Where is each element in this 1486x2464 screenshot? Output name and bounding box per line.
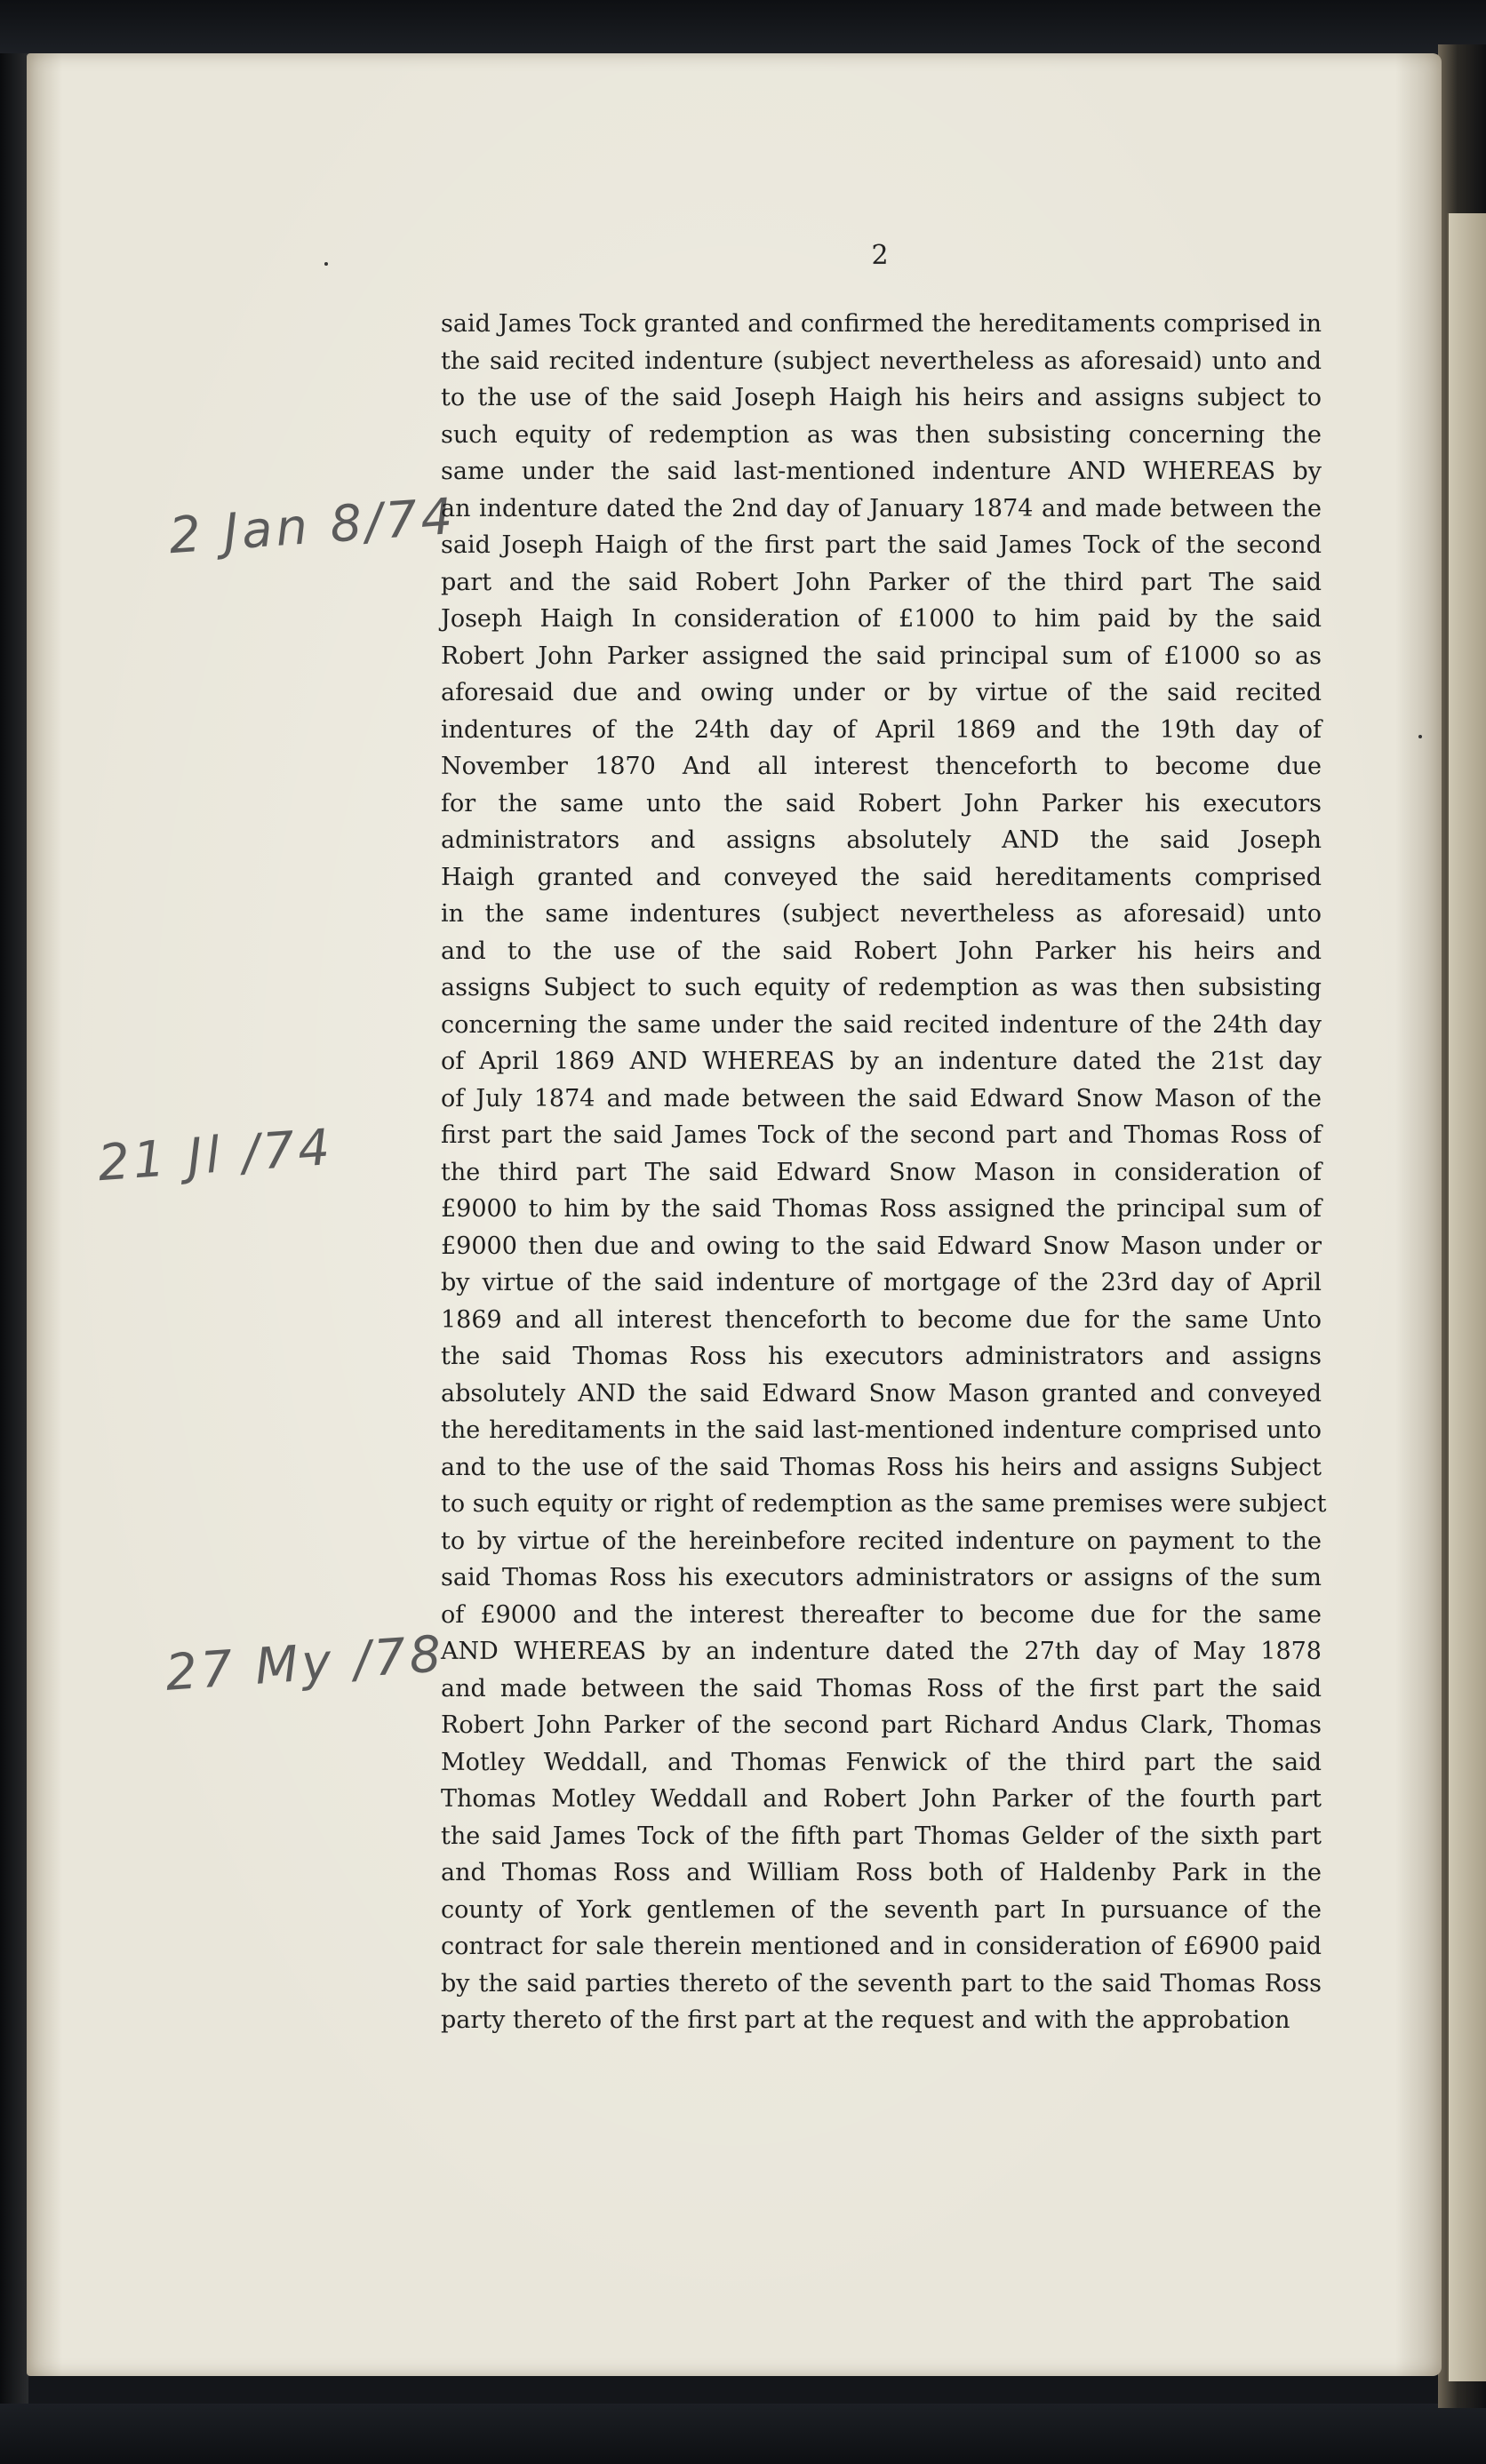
text-line: administrators and assigns absolutely AND the said Joseph [441,826,1322,854]
text-line: and made between the said Thomas Ross of the first part the said [441,1674,1322,1702]
book-cover-bottom [0,2404,1486,2464]
text-line: concerning the same under the said recited indenture of the 24th day [441,1010,1322,1039]
margin-note-may-1878: 27 My /78 [164,1625,447,1702]
text-line: contract for sale therein mentioned and in consideration of £6900 paid [441,1933,1322,1960]
text-line: same under the said last-mentioned indenture AND WHEREAS by [441,458,1322,485]
text-line: Thomas Motley Weddall and Robert John Parker of the fourth part [441,1785,1322,1813]
page-number: 2 [871,240,889,271]
text-line: said Thomas Ross his executors administrators or assigns of the sum [441,1564,1322,1591]
text-line: to the use of the said Joseph Haigh his heirs and assigns subject to [441,384,1322,411]
text-line: assigns Subject to such equity of redemption as was then subsisting [441,974,1322,1001]
text-line: to such equity or right of redemption as the same premises were subject [441,1490,1327,1518]
text-line: by the said parties thereto of the seventh part to the said Thomas Ross [441,1969,1322,1998]
text-line: first part the said James Tock of the second part and Thomas Ross of [441,1121,1322,1149]
text-line: the hereditaments in the said last-mentioned indenture comprised unto [441,1416,1322,1444]
text-line: county of York gentlemen of the seventh part In pursuance of the [441,1895,1322,1924]
text-line: Haigh granted and conveyed the said hereditaments comprised [441,863,1322,891]
text-line: Robert John Parker assigned the said principal sum of £1000 so as [441,642,1322,670]
text-line: Robert John Parker of the second part Richard Andus Clark, Thomas [441,1711,1322,1739]
text-line: the third part The said Edward Snow Mason in consideration of [441,1158,1322,1186]
book-spine [0,0,28,2464]
text-line: of £9000 and the interest thereafter to become due for the same [441,1600,1322,1629]
text-line: the said Thomas Ross his executors administrators and assigns [441,1343,1322,1370]
text-line: November 1870 And all interest thenceforth to become due [441,753,1322,780]
text-line: said James Tock granted and confirmed the hereditaments comprised in [441,310,1322,338]
text-line: and to the use of the said Thomas Ross his heirs and assigns Subject [441,1453,1322,1481]
body-text [441,306,1327,2039]
text-line: for the same unto the said Robert John Parker his executors [441,789,1322,817]
text-line: in the same indentures (subject nevertheless as aforesaid) unto [441,900,1322,928]
text-line: indentures of the 24th day of April 1869 and the 19th day of [441,715,1322,744]
text-line: £9000 to him by the said Thomas Ross assigned the principal sum of [441,1195,1322,1223]
text-line: such equity of redemption as was then subsisting concerning the [441,420,1322,449]
next-page-edge [1447,213,1486,2381]
text-line: Joseph Haigh In consideration of £1000 to him paid by the said [441,605,1322,633]
margin-note-jul-1874: 21 Jl /74 [96,1118,336,1193]
text-line: part and the said Robert John Parker of the third part The said [441,568,1322,596]
text-line: of April 1869 AND WHEREAS by an indenture dated the 21st day [441,1048,1322,1075]
text-line: and Thomas Ross and William Ross both of Haldenby Park in the [441,1859,1322,1886]
text-line: the said James Tock of the fifth part Thomas Gelder of the sixth part [441,1822,1322,1850]
text-line: and to the use of the said Robert John Parker his heirs and [441,937,1322,965]
text-line: party thereto of the first part at the request and with the approbation [441,2006,1290,2034]
margin-note-jan-1874: 2 Jan 8/74 [167,487,459,566]
text-line: AND WHEREAS by an indenture dated the 27th day of May 1878 [441,1638,1322,1665]
text-line: aforesaid due and owing under or by virtue of the said recited [441,679,1322,706]
text-line: absolutely AND the said Edward Snow Mason granted and conveyed [441,1379,1322,1407]
text-line: said Joseph Haigh of the first part the said James Tock of the second [441,531,1322,559]
text-line: 1869 and all interest thenceforth to become due for the same Unto [441,1305,1322,1334]
text-line: of July 1874 and made between the said Edward Snow Mason of the [441,1084,1322,1112]
margin-speck [324,262,328,266]
text-line: the said recited indenture (subject nevertheless as aforesaid) unto and [441,347,1322,375]
book-cover-top [0,0,1486,53]
text-line: £9000 then due and owing to the said Edward Snow Mason under or [441,1232,1322,1260]
text-line: Motley Weddall, and Thomas Fenwick of the third part the said [441,1748,1322,1776]
text-line: an indenture dated the 2nd day of January 1874 and made between the [441,494,1322,522]
margin-speck [1418,735,1422,738]
text-line: to by virtue of the hereinbefore recited indenture on payment to the [441,1527,1322,1555]
text-line: by virtue of the said indenture of mortgage of the 23rd day of April [441,1269,1322,1296]
